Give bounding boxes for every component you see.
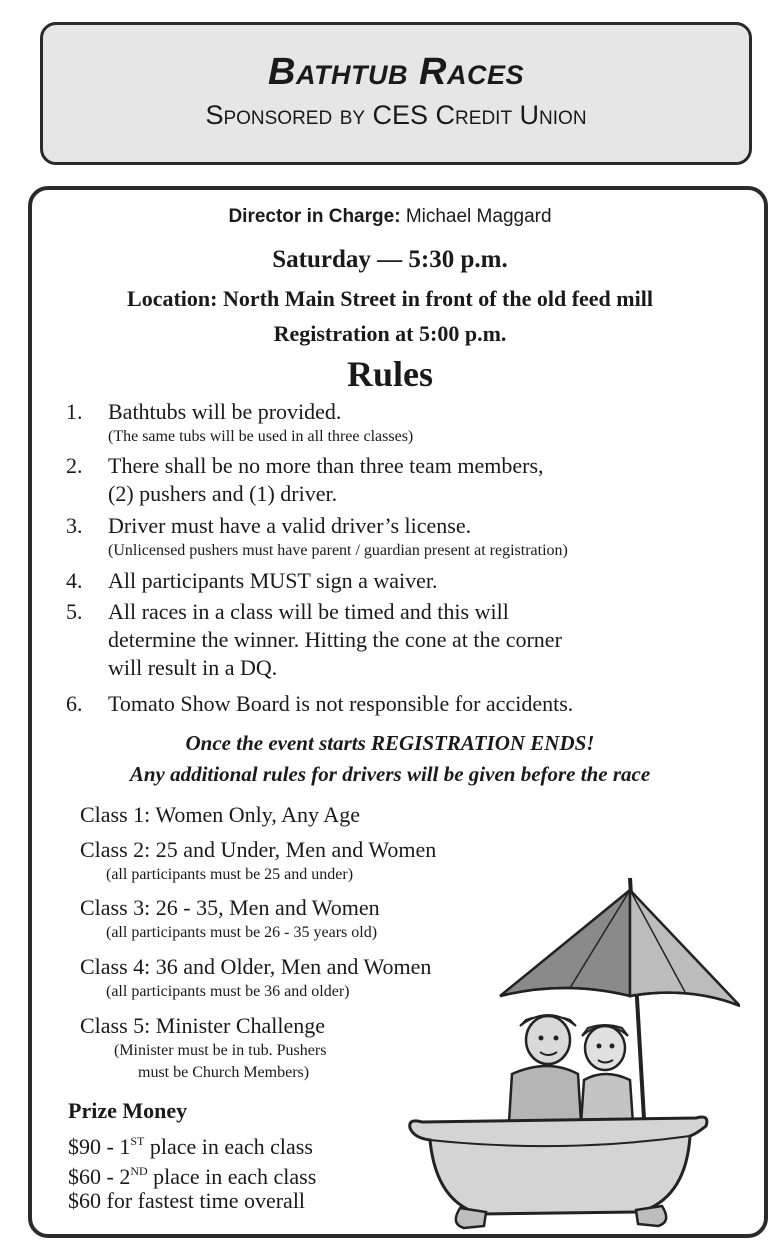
page-title: Bathtub Races <box>268 51 524 93</box>
prize-second-suffix: ND <box>130 1164 148 1178</box>
additional-rules-notice: Any additional rules for drivers will be given before the race <box>129 762 651 786</box>
class-4: Class 4: 36 and Older, Men and Women <box>80 954 432 979</box>
prize-second-text: place in each class <box>147 1164 317 1189</box>
rule-note: (The same tubs will be used in all three classes) <box>108 428 414 445</box>
prize-first <box>68 1127 313 1161</box>
bathtub-umbrella-icon <box>400 868 740 1236</box>
page-subtitle: Sponsored by CES Credit Union <box>205 100 587 130</box>
rule-text: All participants MUST sign a waiver. <box>108 568 438 593</box>
rule-text: All races in a class will be timed and this will <box>108 599 509 624</box>
director-label: Director in Charge: <box>228 206 401 227</box>
rule-text-line2: (2) pushers and (1) driver. <box>108 481 338 506</box>
rules-heading: Rules <box>346 354 433 394</box>
class-2-note: (all participants must be 25 and under) <box>106 866 354 883</box>
event-location: Location: North Main Street in front of the old feed mill <box>127 286 653 311</box>
prize-heading: Prize Money <box>68 1098 188 1123</box>
prize-second-amount: $60 - 2 <box>68 1164 131 1189</box>
prize-first-amount: $90 - 1 <box>68 1134 131 1159</box>
registration-ends-notice: Once the event starts REGISTRATION ENDS! <box>185 731 595 755</box>
header-banner <box>40 22 752 165</box>
rule-text: Bathtubs will be provided. <box>108 399 342 424</box>
class-5-note: (Minister must be in tub. Pushers <box>114 1042 327 1059</box>
prize-first-text: place in each class <box>144 1134 313 1159</box>
class-5: Class 5: Minister Challenge <box>80 1013 326 1038</box>
rule-text: Tomato Show Board is not responsible for accidents. <box>108 691 574 716</box>
event-time: Saturday — 5:30 p.m. <box>272 246 508 273</box>
class-3: Class 3: 26 - 35, Men and Women <box>80 895 380 920</box>
rule-number: 1. <box>66 399 83 424</box>
prize-first-suffix: ST <box>130 1134 145 1148</box>
rule-number: 2. <box>66 453 83 478</box>
director-line <box>0 206 780 228</box>
class-4-note: (all participants must be 36 and older) <box>106 983 350 1000</box>
prize-fastest: $60 for fastest time overall <box>68 1188 306 1213</box>
prize-second <box>68 1157 316 1191</box>
rule-note: (Unlicensed pushers must have parent / guardian present at registration) <box>108 542 568 559</box>
rule-number: 3. <box>66 513 83 538</box>
class-1: Class 1: Women Only, Any Age <box>80 802 360 827</box>
rule-number: 4. <box>66 568 83 593</box>
rule-number: 5. <box>66 599 83 624</box>
rule-text-line3: will result in a DQ. <box>108 655 278 680</box>
class-5-note-line2: must be Church Members) <box>138 1064 310 1081</box>
class-2: Class 2: 25 and Under, Men and Women <box>80 837 437 862</box>
rule-text-line2: determine the winner. Hitting the cone at the corner <box>108 627 562 652</box>
rule-text: Driver must have a valid driver’s license. <box>108 513 472 538</box>
rule-number: 6. <box>66 691 83 716</box>
registration-time: Registration at 5:00 p.m. <box>273 321 507 346</box>
class-3-note: (all participants must be 26 - 35 years old) <box>106 924 378 941</box>
director-name: Michael Maggard <box>405 206 552 227</box>
rule-text: There shall be no more than three team members, <box>108 453 544 478</box>
